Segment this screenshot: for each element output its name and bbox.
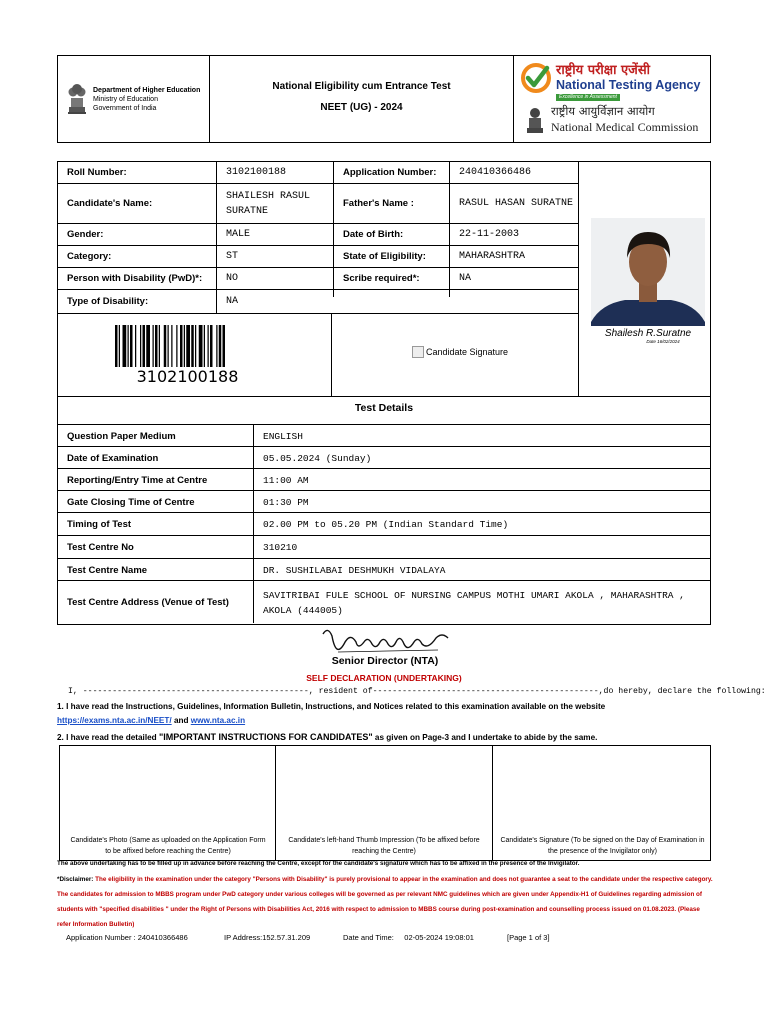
barcode-number: 3102100188 [136,367,239,386]
test-detail-label: Question Paper Medium [67,430,176,442]
nta-tagline: Excellence in Assessment [556,94,620,101]
declaration-line: I, ----------------------------------------------, resident of----------------------------------------------,do hereby, declare the following: [68,687,766,696]
exam-subtitle: NEET (UG) - 2024 [320,102,403,113]
barcode-bar [184,325,185,367]
person-photo-icon [591,218,705,346]
barcode-bar [164,325,167,367]
test-detail-value: ENGLISH [263,430,303,442]
barcode-bar [115,325,118,367]
photo-date: Date 16/02/2024 [646,339,680,344]
test-detail-value: 11:00 AM [263,474,309,486]
footer-page-number: [Page 1 of 3] [507,933,550,942]
footer-application-number: Application Number : 240410366486 [66,933,188,942]
test-detail-value: 310210 [263,542,298,553]
barcode-bar [191,325,194,367]
barcode-bar [176,325,177,367]
dob-value: 22-11-2003 [459,229,520,240]
application-number-value: 240410366486 [459,167,532,178]
photo-box-caption: Candidate's Photo (Same as uploaded on the Application Form to be affixed before reaching the Centre) [70,837,266,855]
footer-ip-address: IP Address:152.57.31.209 [224,933,311,942]
government-name: Government of India [93,105,157,112]
test-detail-label: Gate Closing Time of Centre [67,496,195,508]
signature-box-caption: Candidate's Signature (To be signed on the Day of Examination in the presence of the Invigilator only) [500,837,705,855]
test-detail-value: SAVITRIBAI FULE SCHOOL OF NURSING CAMPUS MOTHI UMARI AKOLA , MAHARASHTRA , AKOLA (444005) [263,589,685,616]
nmc-hindi-name: राष्ट्रीय आयुर्विज्ञान आयोग [551,104,655,118]
barcode-bar [171,325,172,367]
test-detail-label: Date of Examination [67,452,159,464]
photo-caption: Shailesh R.Suratne [604,328,692,339]
barcode-bar [186,325,190,367]
disclaimer-text: The eligibility in the examination under the category "Persons with Disability" is purely provisional to appear in the examination and does not guarantee a seat to the candidate under the respective category. The candidates for admission to MBBS program under PwD category under various colleges will be governed as per relevant NMC guidelines which are given under Appendix-H1 of Guidelines regarding admission of students with "specified disabilities " under the Right of Persons with Disabilities Act, 2016 with respect to admission to MBBS course during post-examination and counselling process issued on 01.08.2023. (Please refer Information Bulletin) [57,876,713,928]
barcode-bar [219,325,222,367]
candidate-photo [591,218,705,346]
roll-number-label: Roll Number: [67,167,127,178]
roll-number-value: 3102100188 [226,167,287,178]
barcode-bar [199,325,203,367]
gender-value: MALE [226,229,251,240]
signature-alt-text: Candidate Signature [426,347,509,357]
undertaking-note: The above undertaking has to be filled up in advance before reaching the Centre, except for the candidate's signature which has to be affixed in the presence of the Invigilator. [57,860,580,867]
barcode-bar [210,325,213,367]
nta-website-link[interactable]: www.nta.ac.in [190,716,246,725]
category-value: ST [226,251,239,262]
candidate-name-label: Candidate's Name: [67,198,153,209]
barcode-bar [146,325,150,367]
declaration-point-2-end: as given on Page-3 and I undertake to abide by the same. [372,733,598,742]
application-number-label: Application Number: [343,167,437,178]
scribe-label: Scribe required*: [343,273,420,284]
emblem-icon [66,80,88,116]
disability-type-value: NA [226,296,239,307]
important-instructions-text: "IMPORTANT INSTRUCTIONS FOR CANDIDATES" [158,732,373,742]
barcode-bar [128,325,129,367]
nmc-english-name: National Medical Commission [551,120,699,134]
scribe-value: NA [459,273,472,284]
father-name-value: RASUL HASAN SURATNE [459,198,574,209]
barcode-bar [135,325,136,367]
test-detail-value: 02.00 PM to 05.20 PM (Indian Standard Time) [263,519,509,530]
declaration-point-1: 1. I have read the Instructions, Guidelines, Information Bulletin, Instructions, and Notices related to this examination available on the website [57,702,606,711]
barcode-bar [195,325,196,367]
test-detail-label: Timing of Test [67,519,132,530]
nta-hindi-name: राष्ट्रीय परीक्षा एजेंसी [556,63,650,78]
test-detail-value: DR. SUSHILABAI DESHMUKH VIDALAYA [263,564,446,576]
state-value: MAHARASHTRA [459,251,526,262]
test-detail-label: Test Centre Name [67,564,148,576]
barcode-bar [208,325,209,367]
nmc-emblem-icon [524,104,546,136]
disability-type-label: Type of Disability: [67,296,149,307]
barcode-bar [204,325,205,367]
barcode-bar [168,325,169,367]
test-detail-value: 05.05.2024 (Sunday) [263,452,372,464]
father-name-label: Father's Name : [343,198,414,209]
declaration-point-2: 2. I have read the detailed [57,733,159,742]
broken-image-icon [412,346,424,358]
barcode-bar [223,325,226,367]
candidate-name-value: SHAILESH RASUL SURATNE [226,190,311,217]
dept-name: Department of Higher Education [93,87,201,94]
nta-english-name: National Testing Agency [556,78,701,92]
candidate-signature-image [412,346,508,358]
test-detail-label: Test Centre Address (Venue of Test) [67,597,229,608]
ministry-name: Ministry of Education [93,96,158,103]
barcode-bar [130,325,133,367]
dob-label: Date of Birth: [343,229,404,240]
test-detail-label: Test Centre No [67,542,134,553]
test-details-title: Test Details [354,402,414,414]
neet-website-link[interactable]: https://exams.nta.ac.in/NEET/ [57,716,172,725]
gender-label: Gender: [67,229,104,240]
barcode-bar [216,325,217,367]
barcode-bar [159,325,160,367]
footer-datetime: Date and Time: 02-05-2024 19:08:01 [343,933,474,942]
barcode [115,325,260,367]
disclaimer-label: *Disclaimer: [57,876,94,883]
test-detail-label: Reporting/Entry Time at Centre [67,474,208,486]
state-label: State of Eligibility: [343,251,426,262]
exam-title: National Eligibility cum Entrance Test [272,81,451,92]
pwd-value: NO [226,273,239,284]
barcode-bar [180,325,183,367]
and-text: and [173,716,189,725]
test-detail-value: 01:30 PM [263,496,309,508]
nta-logo-icon [520,62,552,96]
disclaimer [57,872,713,932]
barcode-bar [140,325,141,367]
barcode-bar [153,325,154,367]
signatory-title: Senior Director (NTA) [331,655,439,667]
barcode-bar [123,325,127,367]
pwd-label: Person with Disability (PwD)*: [67,273,203,284]
barcode-bar [119,325,120,367]
declaration-heading: SELF DECLARATION (UNDERTAKING) [306,673,462,683]
barcode-bar [143,325,146,367]
thumb-box-caption: Candidate's left-hand Thumb Impression (To be affixed before reaching the Centre) [288,837,480,855]
barcode-bar [155,325,158,367]
category-label: Category: [67,251,112,262]
